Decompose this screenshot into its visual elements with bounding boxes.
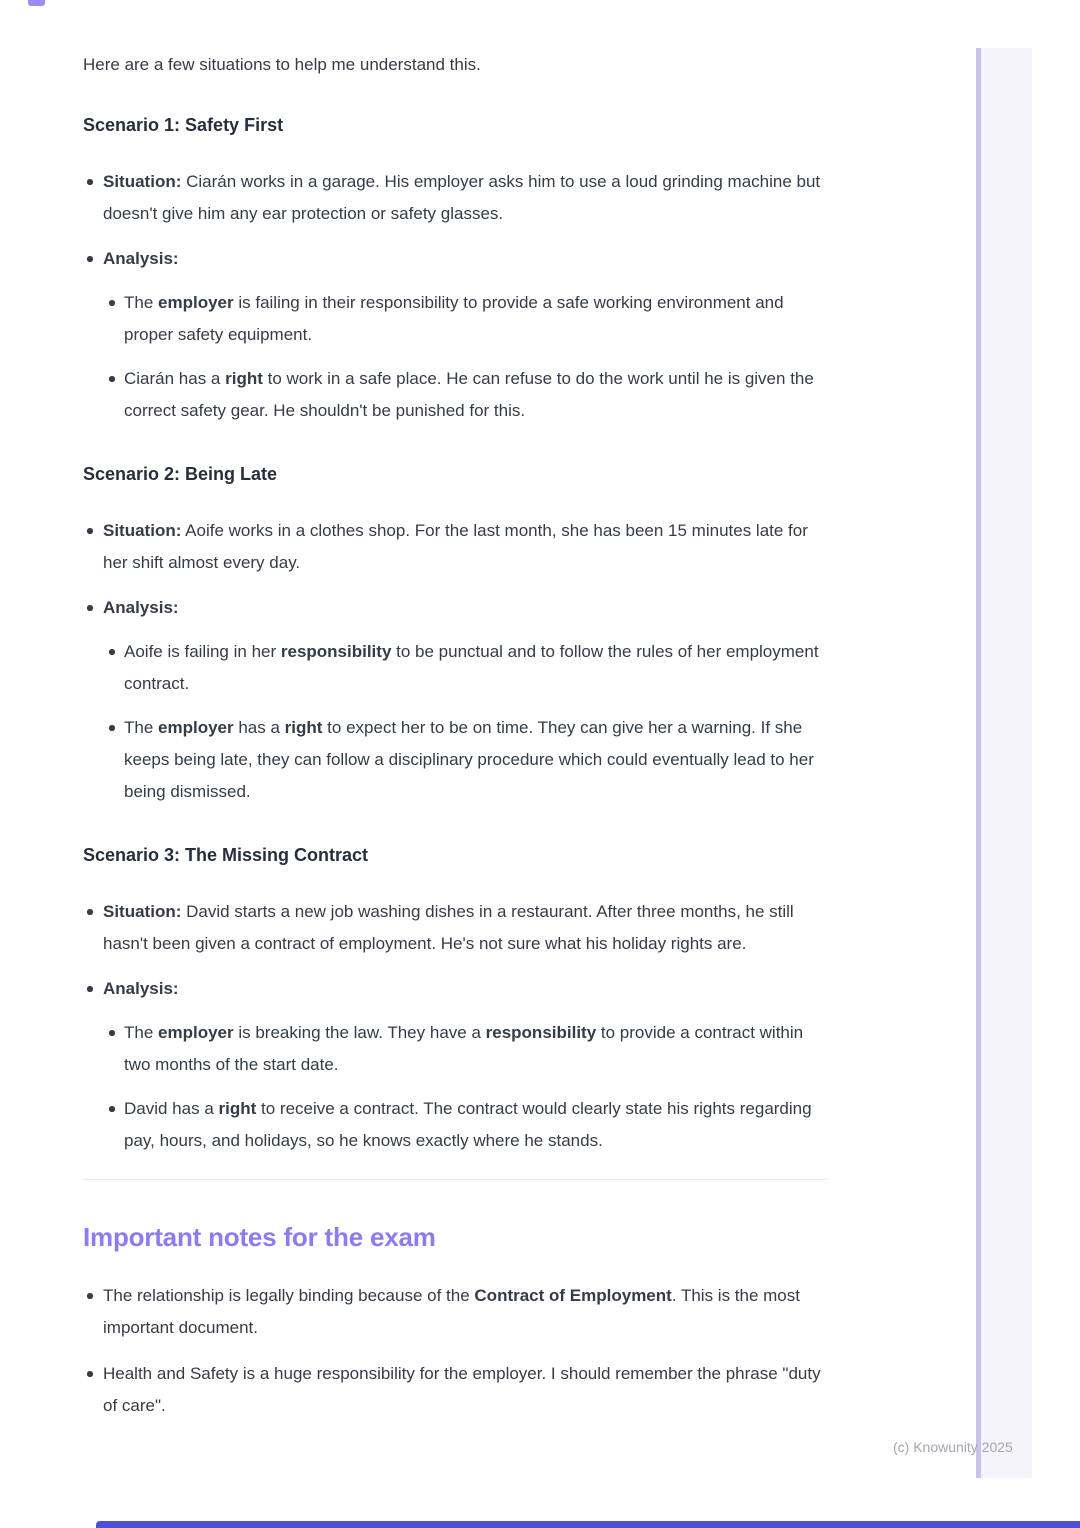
bold-text-run: Analysis: [103, 598, 179, 617]
text-run: to provide a contract within two months of the start date. [124, 1023, 804, 1074]
text-run: has a [233, 718, 285, 737]
bullet-list [103, 1017, 828, 1157]
bold-text-run: right [218, 1099, 257, 1118]
text-run: Ciarán works in a garage. His employer asks him to use a loud grinding machine but doesn't give him any ear protection or safety glasses. [103, 172, 821, 223]
text-run: Aoife works in a clothes shop. For the last month, she has been 15 minutes late for her shift almost every day. [103, 521, 808, 572]
bold-text-run: Situation: [103, 521, 182, 540]
intro-paragraph: Here are a few situations to help me understand this. [83, 55, 481, 74]
bold-text-run: Situation: [103, 172, 182, 191]
bullet-item [103, 287, 828, 351]
text-run: David has a [124, 1099, 219, 1118]
text-run: Health and Safety is a huge responsibility for the employer. I should remember the phrase "duty of care". [103, 1364, 821, 1415]
bold-text-run: employer [158, 293, 234, 312]
bold-text-run: employer [158, 1023, 234, 1042]
bold-text-run: Analysis: [103, 249, 179, 268]
bullet-list [83, 515, 828, 808]
text-run: to work in a safe place. He can refuse to do the work until he is given the correct safety gear. He shouldn't be punished for this. [124, 369, 814, 420]
scenario-heading: Scenario 1: Safety First [83, 115, 284, 135]
text-run: . This is the most important document. [103, 1286, 800, 1337]
text-run: is breaking the law. They have a [233, 1023, 486, 1042]
scenario-heading: Scenario 2: Being Late [83, 464, 278, 484]
bullet-item [83, 1358, 828, 1422]
text-run: The [124, 293, 159, 312]
bullet-item [83, 592, 828, 808]
bullet-list [83, 166, 828, 427]
bullet-list [103, 287, 828, 427]
notes-heading: Important notes for the exam [83, 1222, 436, 1252]
next-page-edge [96, 1521, 1080, 1528]
bullet-item [103, 363, 828, 427]
bullet-item [83, 515, 828, 579]
bullet-item [83, 243, 828, 427]
notes-section [83, 1280, 828, 1422]
page-edge-rail [976, 48, 1032, 1478]
text-run: to be punctual and to follow the rules of her employment contract. [124, 642, 819, 693]
bullet-item [83, 1280, 828, 1344]
bullet-item [103, 1093, 828, 1157]
bold-text-run: Analysis: [103, 979, 179, 998]
bold-text-run: right [225, 369, 263, 388]
text-run: is failing in their responsibility to provide a safe working environment and proper safety equipment. [124, 293, 784, 344]
bullet-list [103, 636, 828, 808]
bullet-item [103, 1017, 828, 1081]
bullet-item [103, 636, 828, 700]
text-run: Ciarán has a [124, 369, 226, 388]
text-run: David starts a new job washing dishes in a restaurant. After three months, he still hasn't been given a contract of employment. He's not sure what his holiday rights are. [103, 902, 794, 953]
text-run: Aoife is failing in her [124, 642, 281, 661]
text-run: The relationship is legally binding because of the [103, 1286, 475, 1305]
watermark: (c) Knowunity 2025 [893, 1439, 1013, 1455]
text-run: The [124, 1023, 159, 1042]
bullet-item [83, 973, 828, 1157]
document-page [83, 0, 828, 1422]
scenario-heading: Scenario 3: The Missing Contract [83, 845, 369, 865]
text-run: to receive a contract. The contract would clearly state his rights regarding pay, hours, and holidays, so he knows exactly where he stands. [124, 1099, 812, 1150]
bold-text-run: responsibility [280, 642, 392, 661]
bullet-list [83, 896, 828, 1157]
scenario-sections [83, 112, 828, 1157]
bullet-item [103, 712, 828, 808]
previous-page-edge [28, 0, 45, 6]
bold-text-run: right [284, 718, 323, 737]
bullet-list [83, 1280, 828, 1422]
bullet-item [83, 896, 828, 960]
text-run: The [124, 718, 159, 737]
bullet-item [83, 166, 828, 230]
bold-text-run: Situation: [103, 902, 182, 921]
bold-text-run: employer [158, 718, 234, 737]
section-divider [83, 1179, 828, 1180]
bold-text-run: responsibility [485, 1023, 597, 1042]
bold-text-run: Contract of Employment [474, 1286, 672, 1305]
text-run: to expect her to be on time. They can give her a warning. If she keeps being late, they can follow a disciplinary procedure which could eventually lead to her being dismissed. [124, 718, 814, 801]
